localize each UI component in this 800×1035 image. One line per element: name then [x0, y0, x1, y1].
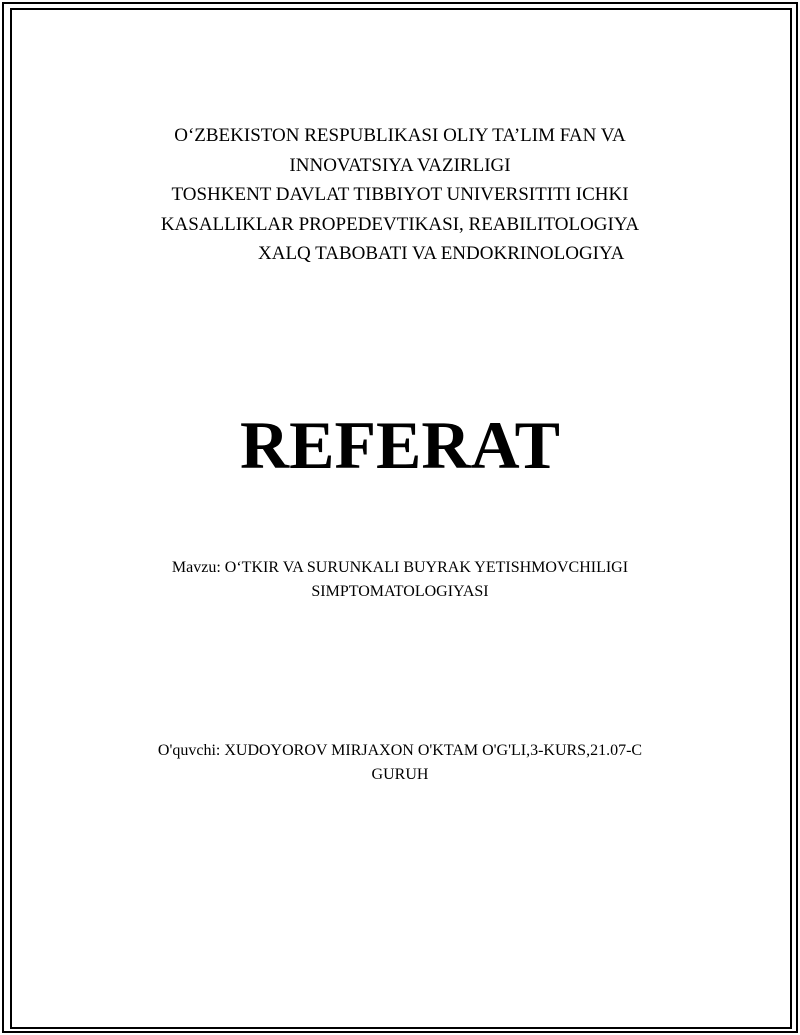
- student-line: GURUH: [371, 766, 429, 783]
- department-line: XALQ TABOBATI VA ENDOKRINOLOGIYA: [258, 243, 625, 264]
- topic-line: SIMPTOMATOLOGIYASI: [311, 583, 489, 600]
- ministry-line: O‘ZBEKISTON RESPUBLIKASI OLIY TA’LIM FAN VA: [174, 125, 626, 146]
- topic-block: [0, 556, 800, 604]
- university-line: TOSHKENT DAVLAT TIBBIYOT UNIVERSITITI ICHKI: [171, 184, 629, 205]
- ministry-header: [0, 121, 800, 264]
- topic-line: Mavzu: O‘TKIR VA SURUNKALI BUYRAK YETISHMOVCHILIGI: [171, 559, 629, 576]
- document-title: REFERAT: [240, 407, 560, 483]
- student-block: [0, 739, 800, 787]
- student-line: O'quvchi: XUDOYOROV MIRJAXON O'KTAM O'G'LI,3-KURS,21.07-C: [157, 742, 643, 759]
- department-line: KASALLIKLAR PROPEDEVTIKASI, REABILITOLOGIYA: [160, 213, 640, 235]
- ministry-line: INNOVATSIYA VAZIRLIGI: [289, 154, 511, 176]
